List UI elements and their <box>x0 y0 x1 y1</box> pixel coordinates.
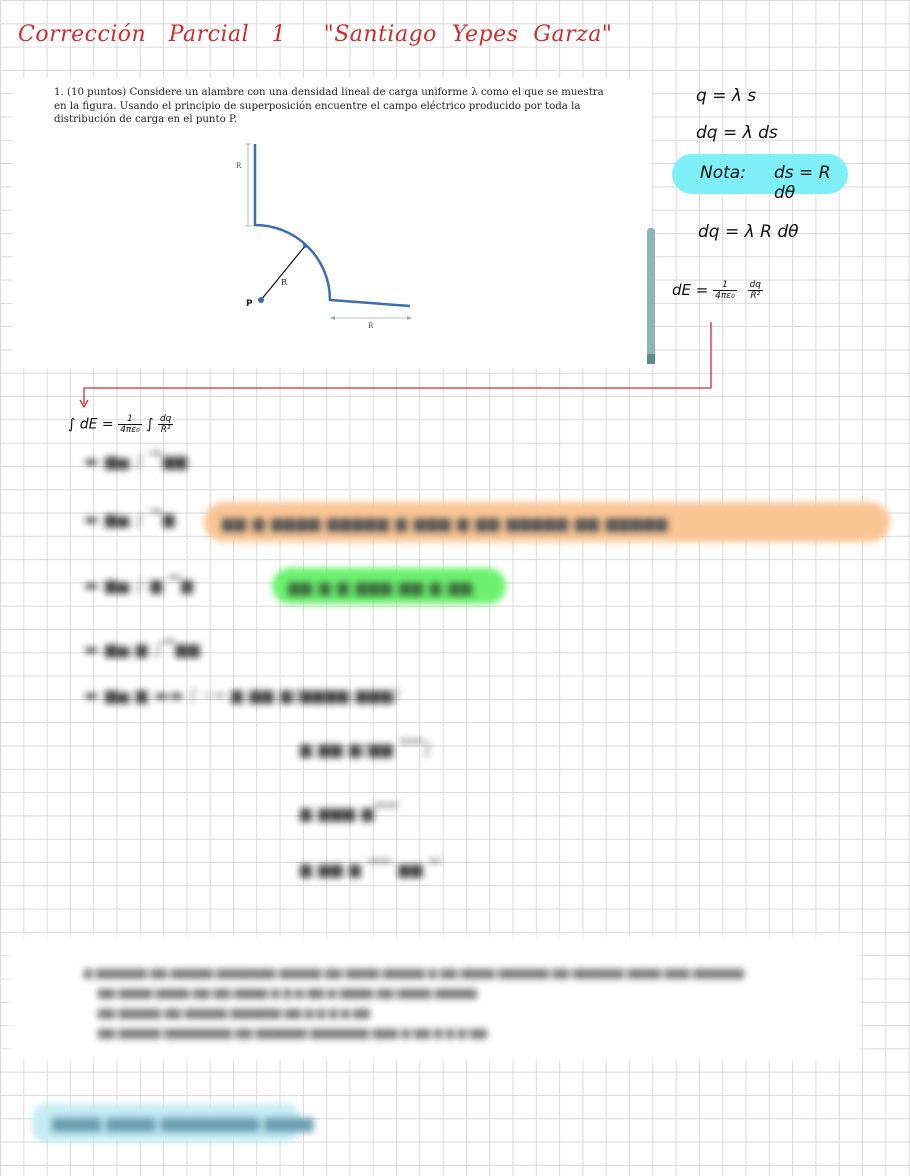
blurred-line: ▬ ▆▅ ∫ ▔▆▆ <box>84 452 188 470</box>
equation-charge: q = λ s <box>696 86 757 106</box>
blurred-line: ▆ ▆▆▆ ▆▔▔ <box>300 804 400 822</box>
label-p: P <box>246 299 253 309</box>
integral-equation <box>68 414 173 435</box>
integral-sign: ∫ <box>146 416 154 433</box>
problem-text: (10 puntos) Considere un alambre con una densidad lineal de carga uniforme λ como el que se muestra en la figura. Usando el principio de superposición encuentre el campo eléctrico producido por toda la distribución de carga en el punto P. <box>54 87 604 125</box>
integral-fraction-dq: $\frac{dq}{\text{R²}}$ <box>159 414 172 435</box>
page-title: Corrección Parcial 1 "Santiago Yepes Garza" <box>18 22 613 47</box>
fraction-dq-r2: $\frac{dq}{\text{R²}}$ <box>749 280 761 301</box>
blurred-line: ▬ ▆▅ ▆ ▬▬ [ ⟶ ▆ ▆▆ ▆[▆▆▆▆ ▆▆▆] <box>84 686 400 704</box>
label-r-radius: R <box>281 278 288 287</box>
blurred-line: ▆▆ ▆ ▆ ▆▆▆ ▆▆ ▆ ▆▆ <box>288 578 474 596</box>
blurred-line: ▬ ▆▅ ∫ ▆ ▔▆ <box>84 576 194 594</box>
equation-dq-rdtheta: dq = λ R dθ <box>698 222 799 242</box>
note-label: Nota: <box>700 163 746 183</box>
connector-arrow <box>0 0 910 420</box>
problem-2-card: ▆ ▆▆▆▆▆▆ ▆▆ ▆▆▆▆▆ ▆▆▆▆▆▆▆ ▆▆▆▆▆ ▆▆ ▆▆▆▆ ▆▆▆▆▆ ▆ ▆▆ ▆▆▆▆ ▆▆▆▆▆▆ ▆▆ ▆▆▆▆▆▆ ▆▆▆▆ ▆▆▆ ▆▆▆▆▆▆ ▆▆ ▆▆▆▆ ▆▆▆▆ ▆▆ ▆▆ ▆▆▆▆ ▆ ▆ ▆ ▆▆ ▆ ▆▆▆▆ ▆▆ ▆▆▆▆ ▆▆▆▆▆ ▆▆ ▆▆▆▆▆ ▆▆ ▆▆▆▆▆ ▆▆▆▆▆▆ ▆▆ ▆ ▆ ▆ ▆ ▆▆ ▆▆ ▆▆▆▆▆ ▆▆▆▆▆▆▆▆ ▆▆ ▆▆▆▆▆▆ ▆▆▆▆▆▆▆ ▆▆▆ ▆ ▆▆ ▆ ▆ ▆ ▆▆ <box>10 936 860 1060</box>
problem-number: 1. <box>54 87 64 98</box>
label-r-vertical: R <box>236 162 242 170</box>
integral-fraction-coulomb: $\frac{1}{\text{4πε₀}}$ <box>120 414 140 435</box>
de-lhs: dE = <box>672 281 709 299</box>
blurred-line: ▬ ▆▅ ▆ ∫▔▆▆ <box>84 640 201 658</box>
blurred-line: ▆ ▆▆ ▆ ▔▔ ▆▆ ▔ <box>300 860 442 878</box>
note-equation: ds = R dθ <box>774 163 831 203</box>
blurred-line: ▆ ▆▆ ▆[▆▆ ▔▔] <box>300 740 432 758</box>
equation-dq: dq = λ ds <box>696 123 778 143</box>
blurred-line: ▬ ▆▅ ∫ ▔▆ <box>84 510 176 528</box>
integral-lhs: ∫ dE = <box>68 416 114 433</box>
bottom-label: ▆▆▆▆ ▆▆▆▆ ▆▆▆▆▆▆▆▆ ▆▆▆▆ <box>32 1104 300 1142</box>
label-r-horizontal: R <box>368 322 374 330</box>
blurred-line: ▆▆ ▆ ▆▆▆▆ ▆▆▆▆▆ ▆ ▆▆▆ ▆ ▆▆ ▆▆▆▆▆ ▆▆ ▆▆▆▆▆ <box>222 514 669 532</box>
fraction-coulomb: $\frac{1}{\text{4πε₀}}$ <box>715 280 735 301</box>
